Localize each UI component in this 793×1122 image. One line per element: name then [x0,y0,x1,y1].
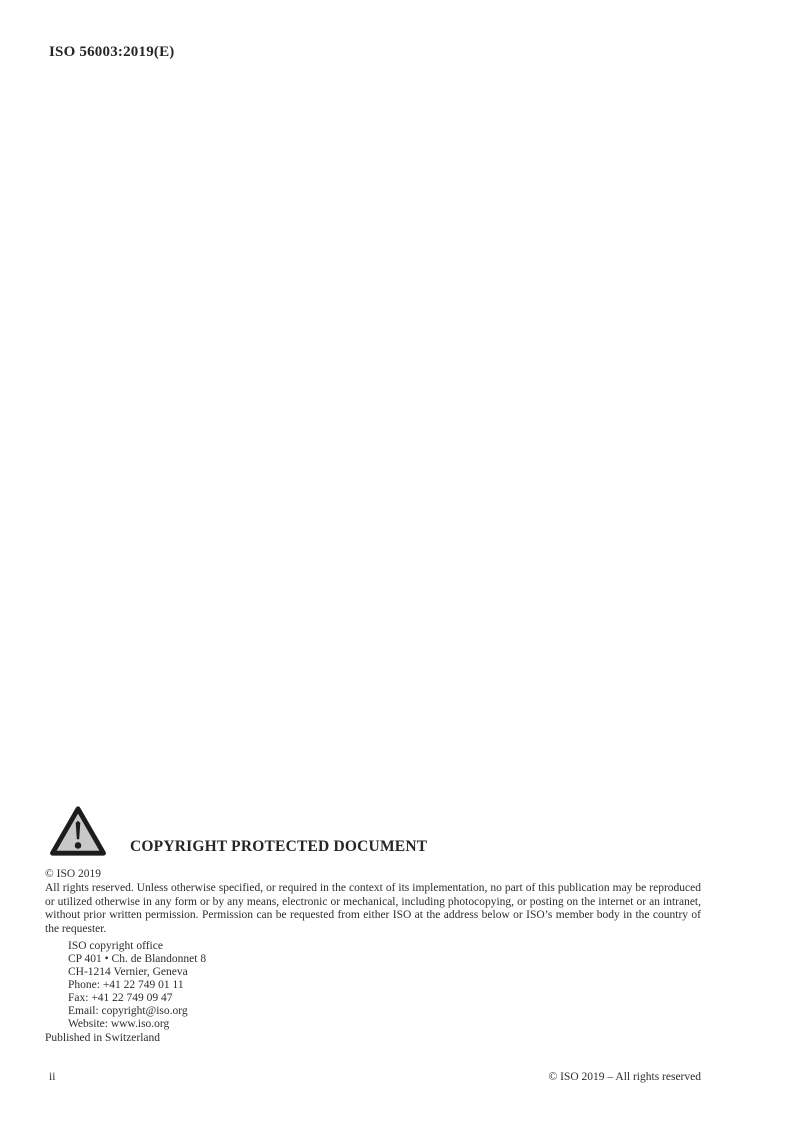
address-line-street: CP 401 • Ch. de Blandonnet 8 [68,953,207,965]
page-footer [49,1071,701,1083]
footer-copyright-text: © ISO 2019 – All rights reserved [548,1071,701,1083]
page-number: ii [49,1071,56,1083]
copyright-heading: COPYRIGHT PROTECTED DOCUMENT [130,838,428,855]
address-line-website: Website: www.iso.org [68,1018,170,1030]
iso-address-block [68,940,701,1031]
copyright-notice: © ISO 2019 [45,868,102,880]
document-reference-header: ISO 56003:2019(E) [49,44,175,60]
copyright-section [45,803,701,1045]
warning-triangle-icon [49,804,107,858]
address-line-email: Email: copyright@iso.org [68,1005,188,1017]
copyright-body-text: All rights reserved. Unless otherwise specified, or required in the context of its implementation, no part of this publication may be reproduced or utilized otherwise in any form or by any means, electronic or mechanical, including photocopying, or posting on the internet or an intranet, without prior written permission. Permission can be requested from either ISO at the address below or ISO’s member body in the country of the requester. [45,882,701,935]
address-line-fax: Fax: +41 22 749 09 47 [68,992,173,1004]
address-line-office: ISO copyright office [68,940,163,952]
address-line-phone: Phone: +41 22 749 01 11 [68,979,184,991]
address-line-city: CH-1214 Vernier, Geneva [68,966,188,978]
copyright-title-row [45,803,701,858]
published-in-line: Published in Switzerland [45,1032,160,1044]
